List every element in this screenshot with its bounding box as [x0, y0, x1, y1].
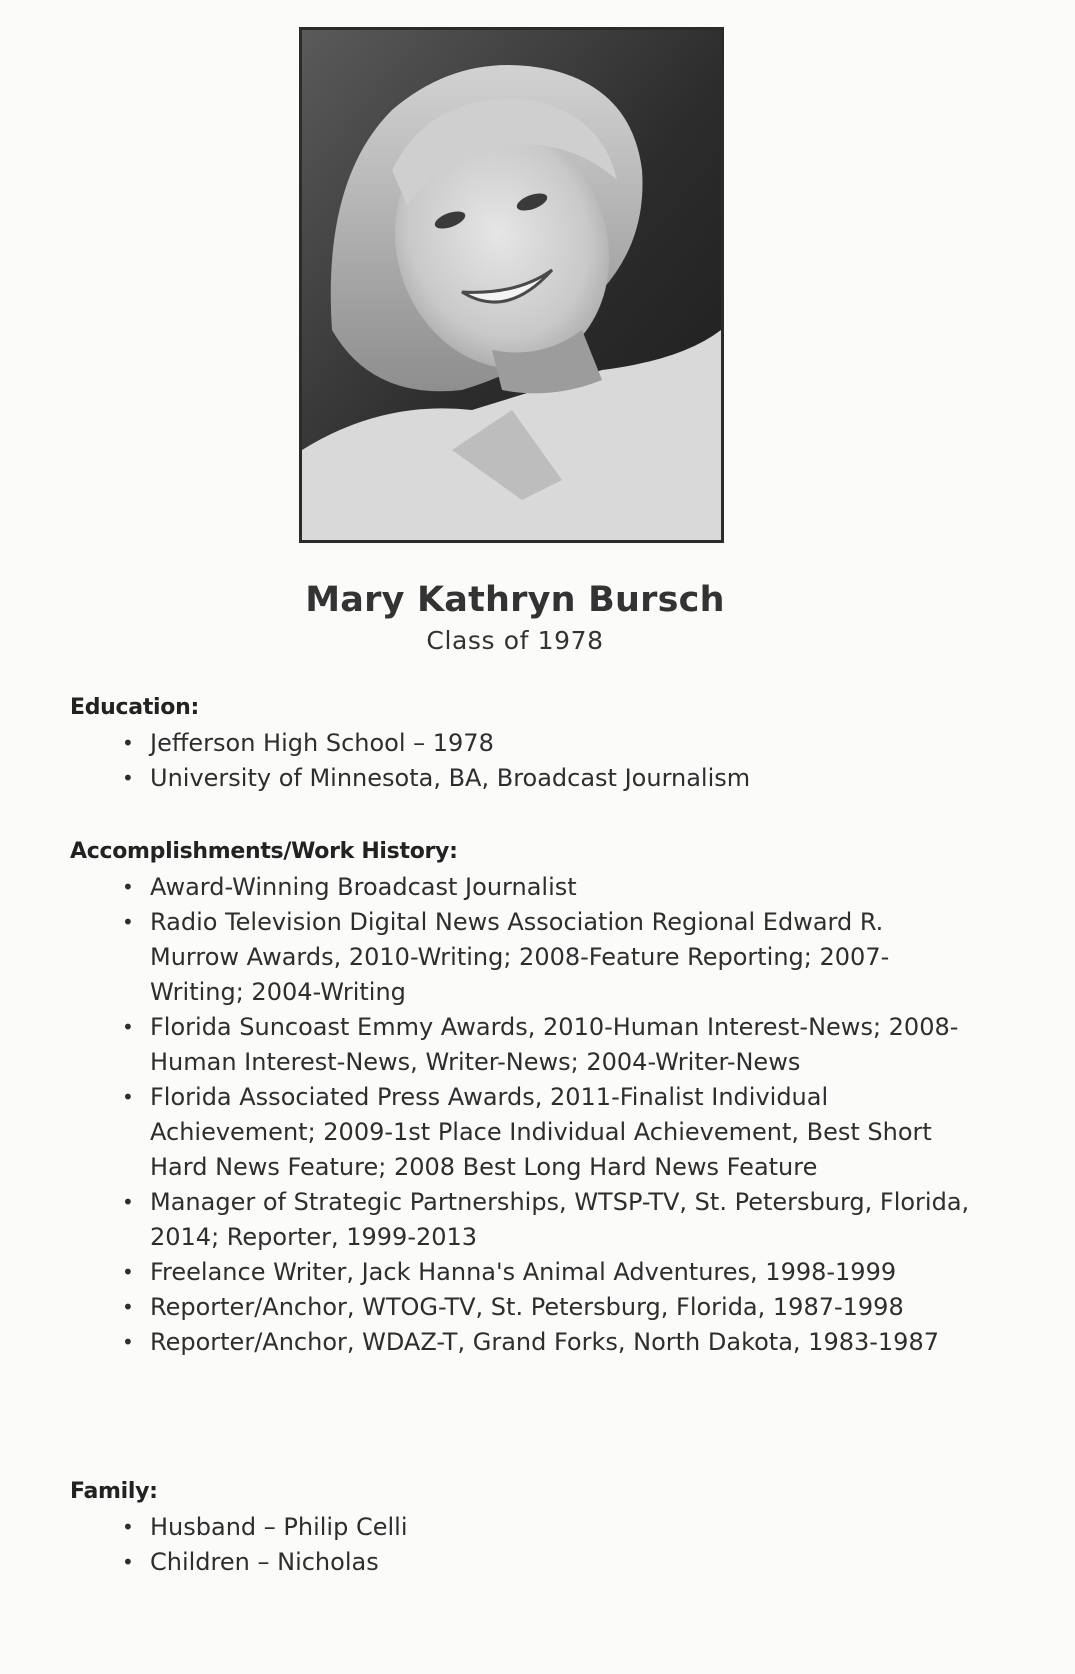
- list-item: • University of Minnesota, BA, Broadcast Journalism: [70, 761, 970, 796]
- list-item: • Manager of Strategic Partnerships, WTSP-TV, St. Petersburg, Florida, 2014; Reporter, 1999-2013: [70, 1185, 970, 1255]
- section-title: Education:: [70, 695, 199, 720]
- list-item: • Florida Associated Press Awards, 2011-Finalist Individual Achievement; 2009-1st Place Individual Achievement, Best Short Hard News Feature; 2008 Best Long Hard News Feature: [70, 1080, 970, 1185]
- family-list: [70, 1510, 970, 1580]
- list-item: • Children – Nicholas: [70, 1545, 970, 1580]
- header: [0, 580, 1030, 655]
- section-title: Family:: [70, 1479, 158, 1504]
- list-item: • Husband – Philip Celli: [70, 1510, 970, 1545]
- education-section: [70, 690, 970, 796]
- list-item: • Florida Suncoast Emmy Awards, 2010-Human Interest-News; 2008-Human Interest-News, Writer-News; 2004-Writer-News: [70, 1010, 970, 1080]
- list-item: • Award-Winning Broadcast Journalist: [70, 870, 970, 905]
- list-item: • Reporter/Anchor, WTOG-TV, St. Petersburg, Florida, 1987-1998: [70, 1290, 970, 1325]
- list-item: • Reporter/Anchor, WDAZ-T, Grand Forks, North Dakota, 1983-1987: [70, 1325, 970, 1360]
- class-year: Class of 1978: [426, 626, 604, 655]
- list-item: • Freelance Writer, Jack Hanna's Animal Adventures, 1998-1999: [70, 1255, 970, 1290]
- portrait-photo: [299, 27, 724, 543]
- accomplishments-section: [70, 834, 970, 1360]
- section-title: Accomplishments/Work History:: [70, 839, 458, 864]
- list-item: • Jefferson High School – 1978: [70, 726, 970, 761]
- education-list: [70, 726, 970, 796]
- accomplishments-list: [70, 870, 970, 1360]
- list-item: • Radio Television Digital News Association Regional Edward R. Murrow Awards, 2010-Writing; 2008-Feature Reporting; 2007-Writing; 2004-Writing: [70, 905, 970, 1010]
- family-section: [70, 1474, 970, 1580]
- person-name: Mary Kathryn Bursch: [305, 580, 725, 620]
